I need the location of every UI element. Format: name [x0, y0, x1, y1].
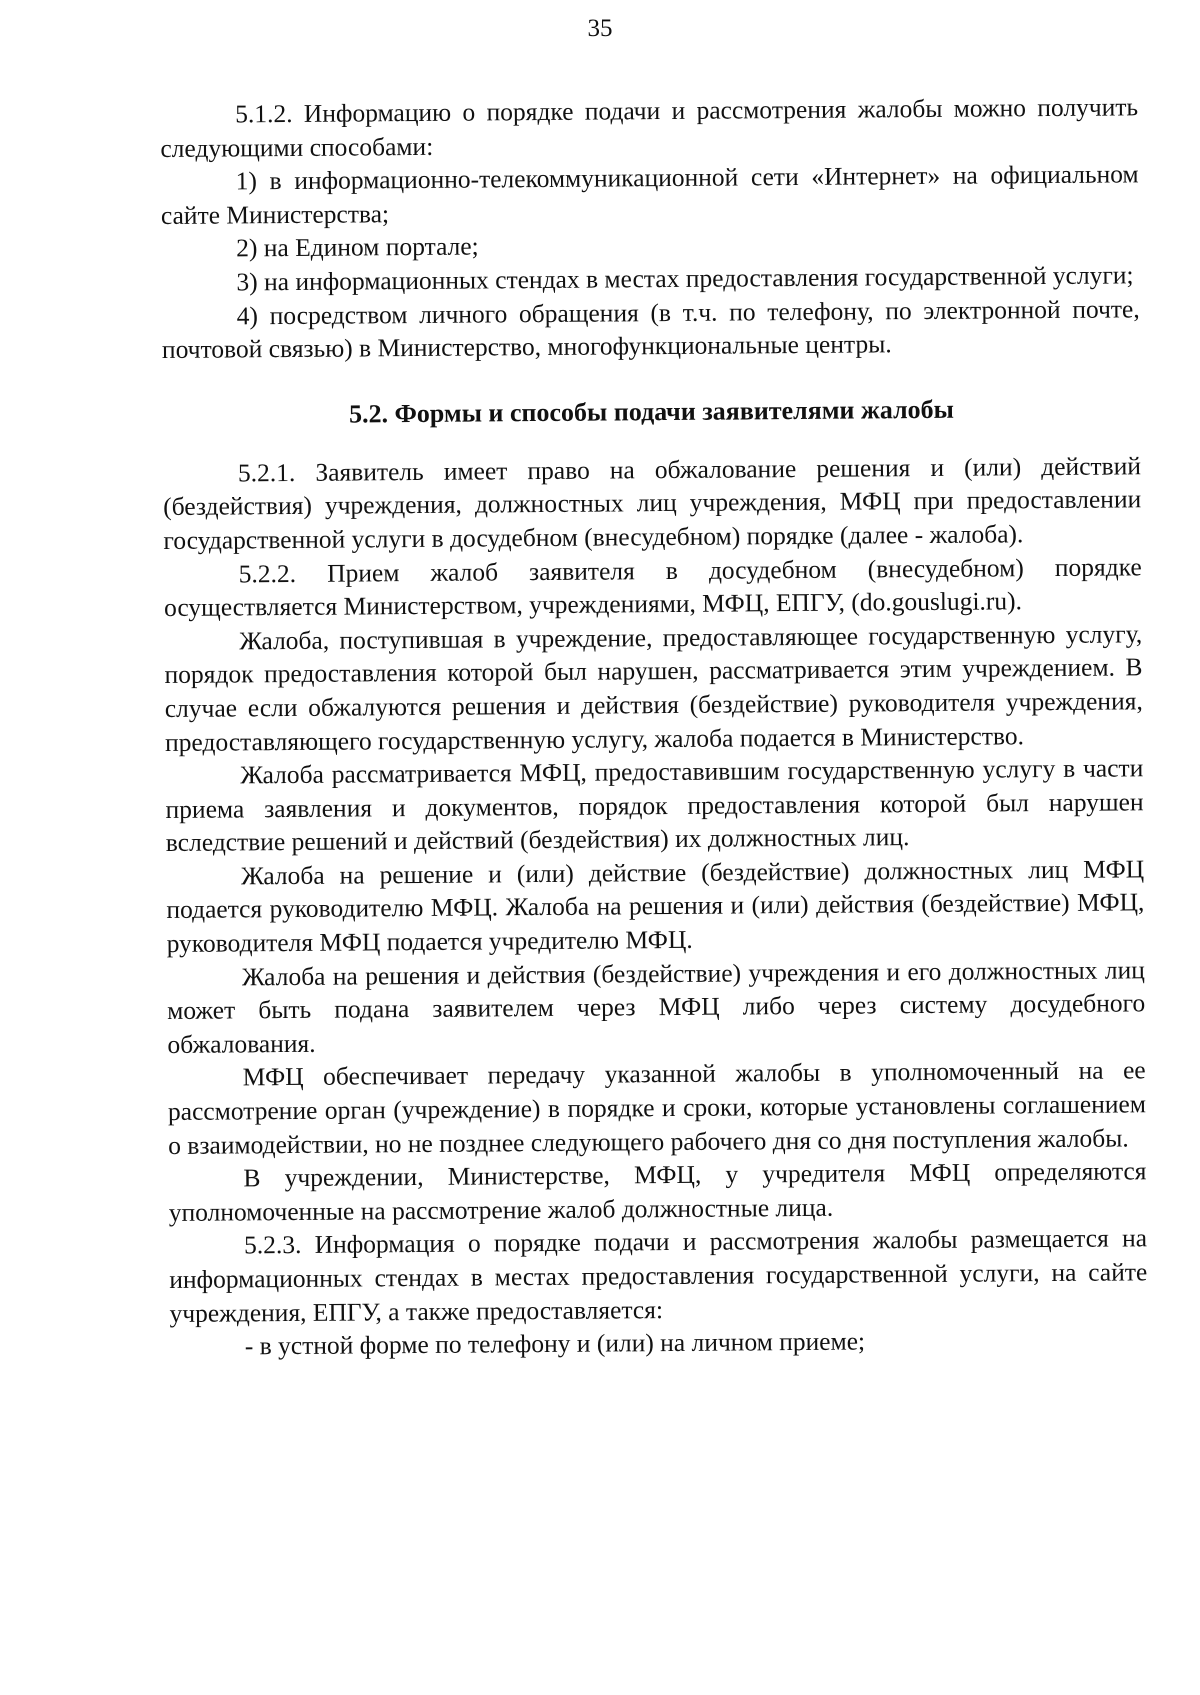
document-body	[160, 90, 1148, 1363]
paragraph-oral-form: - в устной форме по телефону и (или) на личном приеме;	[244, 1326, 866, 1361]
paragraph-5-2-1: 5.2.1. Заявитель имеет право на обжалование решения и (или) действий (бездействия) учреждения, должностных лиц учреждения, МФЦ при предоставлении государственной услуги в досудебном (внесудебном) порядке (далее - жалоба).	[163, 451, 1142, 555]
paragraph-authorized-officials: В учреждении, Министерстве, МФЦ, у учредителя МФЦ определяются уполномоченные на рассмотрение жалоб должностные лица.	[168, 1156, 1147, 1227]
paragraph-complaint-mfc-officials: Жалоба на решение и (или) действие (бездействие) должностных лиц МФЦ подается руководителю МФЦ. Жалоба на решения и (или) действия (бездействие) МФЦ, руководителя МФЦ подается учредителю МФЦ.	[166, 854, 1145, 959]
paragraph-complaint-via-mfc: Жалоба на решения и действия (бездействие) учреждения и его должностных лиц может быть подана заявителем через МФЦ либо через систему досудебного обжалования.	[167, 954, 1146, 1059]
list-item-4: 4) посредством личного обращения (в т.ч. по телефону, по электронной почте, почтовой связью) в Министерство, многофункциональные центры.	[161, 293, 1140, 365]
paragraph-5-2-2: 5.2.2. Прием жалоб заявителя в досудебном (внесудебном) порядке осуществляется Министерством, учреждениями, МФЦ, ЕПГУ, (do.gouslugi.ru).	[163, 551, 1142, 623]
list-item-3: 3) на информационных стендах в местах предоставления государственной услуги;	[236, 260, 1134, 297]
paragraph-complaint-institution: Жалоба, поступившая в учреждение, предоставляющее государственную услугу, порядок предоставления которой был нарушен, рассматривается этим учреждением. В случае если обжалуются решения и действия (бездействие) руководителя учреждения, предоставляющего государственную услугу, жалоба подается в Министерство.	[164, 619, 1143, 757]
list-item-1: 1) в информационно-телекоммуникационной сети «Интернет» на официальном сайте Министерства;	[160, 159, 1139, 230]
section-heading-5-2: 5.2. Формы и способы подачи заявителями жалобы	[348, 394, 955, 429]
paragraph-5-2-3: 5.2.3. Информация о порядке подачи и рассмотрения жалобы размещается на информационных стендах в местах предоставления государственной услуги, на сайте учреждения, ЕПГУ, а также предоставляется:	[169, 1223, 1148, 1328]
paragraph-complaint-mfc: Жалоба рассматривается МФЦ, предоставившим государственную услугу в части приема заявления и документов, порядок предоставления которой был нарушен вследствие решений и действий (бездействия) их должностных лиц.	[165, 753, 1144, 858]
list-item-2: 2) на Едином портале;	[236, 231, 479, 263]
paragraph-5-1-2-intro: 5.1.2. Информацию о порядке подачи и рассмотрения жалобы можно получить следующими способами:	[160, 92, 1139, 163]
page-number: 35	[587, 15, 613, 42]
paragraph-mfc-transfer: МФЦ обеспечивает передачу указанной жалобы в уполномоченный на ее рассмотрение орган (учреждение) в порядке и сроки, которые установлены соглашением о взаимодействии, но не позднее следующего рабочего дня со дня поступления жалобы.	[167, 1055, 1147, 1160]
